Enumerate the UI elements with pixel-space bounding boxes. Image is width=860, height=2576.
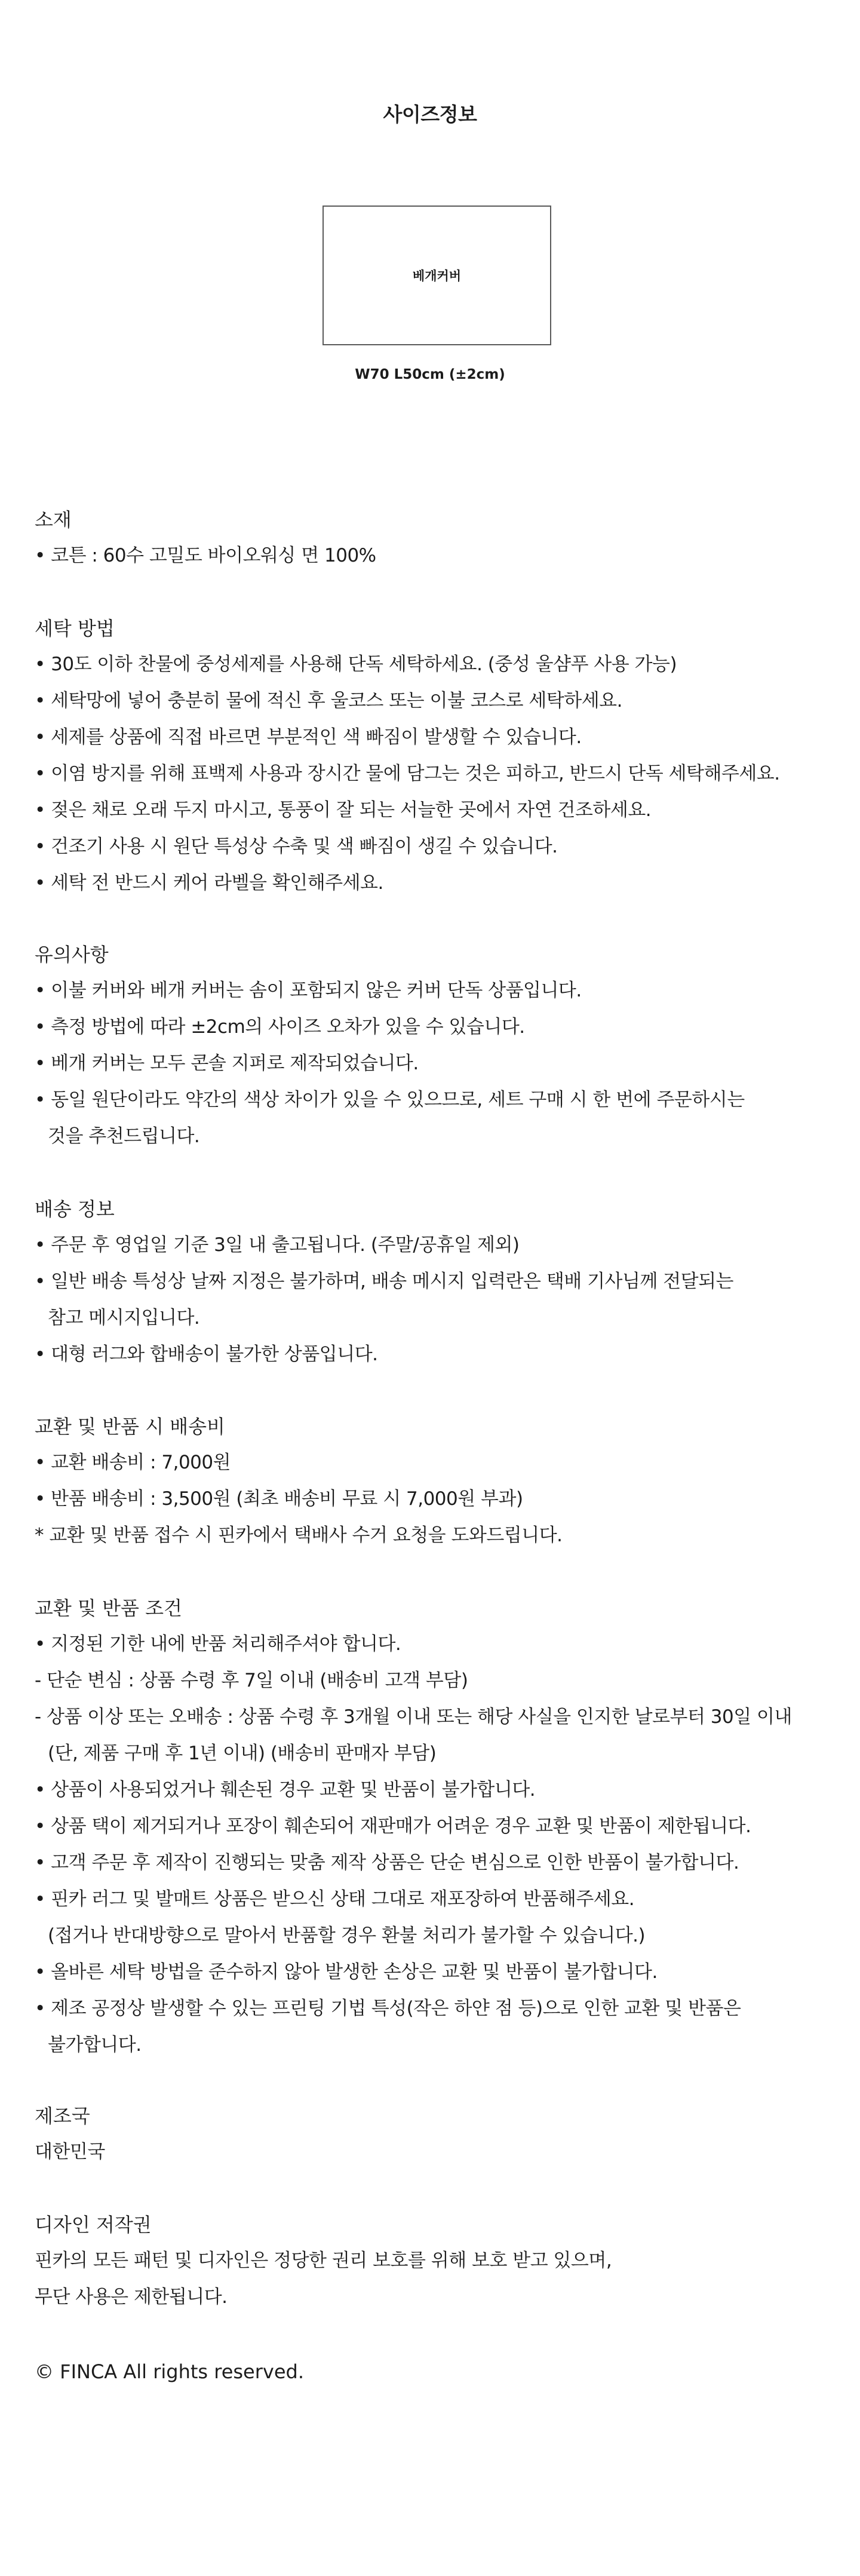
section-origin xyxy=(35,2098,835,2170)
section-heading: 제조국 xyxy=(35,2105,90,2127)
section-washing xyxy=(35,611,835,901)
info-line: - 상품 이상 또는 오배송 : 상품 수령 후 3개월 이내 또는 해당 사실을 인지한 날로부터 30일 이내 xyxy=(35,1706,792,1728)
info-line: (단, 제품 구매 후 1년 이내) (배송비 판매자 부담) xyxy=(48,1743,437,1764)
info-line: 것을 추천드립니다. xyxy=(48,1126,200,1147)
info-line: • 상품이 사용되었거나 훼손된 경우 교환 및 반품이 불가합니다. xyxy=(35,1779,536,1801)
info-line: - 단순 변심 : 상품 수령 후 7일 이내 (배송비 고객 부담) xyxy=(35,1670,468,1691)
info-line: • 이불 커버와 베개 커버는 솜이 포함되지 않은 커버 단독 상품입니다. xyxy=(35,980,582,1001)
info-line: (접거나 반대방향으로 말아서 반품할 경우 환불 처리가 불가할 수 있습니다.) xyxy=(48,1925,646,1946)
section-notice xyxy=(35,937,835,1155)
section-return-fee xyxy=(35,1409,835,1554)
info-line: • 지정된 기한 내에 반품 처리해주셔야 합니다. xyxy=(35,1633,401,1655)
info-line: • 30도 이하 찬물에 중성세제를 사용해 단독 세탁하세요. (중성 울샴푸 사용 가능) xyxy=(35,654,677,675)
copyright-footer: © FINCA All rights reserved. xyxy=(35,2360,304,2383)
section-heading: 디자인 저작권 xyxy=(35,2213,152,2236)
info-line: • 주문 후 영업일 기준 3일 내 출고됩니다. (주말/공휴일 제외) xyxy=(35,1234,520,1256)
info-line: • 측정 방법에 따라 ±2cm의 사이즈 오차가 있을 수 있습니다. xyxy=(35,1016,525,1038)
info-line: 참고 메시지입니다. xyxy=(48,1307,200,1329)
section-heading: 배송 정보 xyxy=(35,1198,115,1220)
size-box-label: 베개커버 xyxy=(412,269,462,283)
info-line: 불가합니다. xyxy=(48,2034,142,2056)
info-line: • 세제를 상품에 직접 바르면 부분적인 색 빠짐이 발생할 수 있습니다. xyxy=(35,726,582,748)
section-copyright xyxy=(35,2207,835,2316)
size-info-title: 사이즈정보 xyxy=(383,103,477,126)
section-heading: 세탁 방법 xyxy=(35,617,115,640)
info-line: * 교환 및 반품 접수 시 핀카에서 택배사 수거 요청을 도와드립니다. xyxy=(35,1525,563,1546)
info-line: • 교환 배송비 : 7,000원 xyxy=(35,1452,231,1473)
section-shipping xyxy=(35,1191,835,1373)
info-line: • 일반 배송 특성상 날짜 지정은 불가하며, 배송 메시지 입력란은 택배 기사님께 전달되는 xyxy=(35,1271,733,1292)
info-line: 핀카의 모든 패턴 및 디자인은 정당한 권리 보호를 위해 보호 받고 있으며, xyxy=(35,2250,612,2271)
info-line: • 고객 주문 후 제작이 진행되는 맞춤 제작 상품은 단순 변심으로 인한 반품이 불가합니다. xyxy=(35,1852,739,1873)
info-line: • 세탁망에 넣어 충분히 물에 적신 후 울코스 또는 이불 코스로 세탁하세요. xyxy=(35,690,622,712)
section-material xyxy=(35,502,835,574)
info-line: • 상품 택이 제거되거나 포장이 훼손되어 재판매가 어려운 경우 교환 및 반품이 제한됩니다. xyxy=(35,1816,751,1837)
info-line: • 제조 공정상 발생할 수 있는 프린팅 기법 특성(작은 하얀 점 등)으로 인한 교환 및 반품은 xyxy=(35,1998,741,2019)
section-heading: 교환 및 반품 시 배송비 xyxy=(35,1415,225,1438)
info-line: • 건조기 사용 시 원단 특성상 수축 및 색 빠짐이 생길 수 있습니다. xyxy=(35,836,558,857)
info-line: 무단 사용은 제한됩니다. xyxy=(35,2286,228,2308)
info-line: • 대형 러그와 합배송이 불가한 상품입니다. xyxy=(35,1344,378,1365)
info-line: • 반품 배송비 : 3,500원 (최초 배송비 무료 시 7,000원 부과) xyxy=(35,1488,523,1510)
section-heading: 소재 xyxy=(35,508,72,531)
size-dimension-label: W70 L50cm (±2cm) xyxy=(355,367,505,382)
info-line: 대한민국 xyxy=(35,2141,105,2163)
info-line: • 핀카 러그 및 발매트 상품은 받으신 상태 그대로 재포장하여 반품해주세요. xyxy=(35,1888,635,1910)
section-return-conditions xyxy=(35,1590,835,2063)
section-heading: 교환 및 반품 조건 xyxy=(35,1597,182,1620)
info-line: • 올바른 세탁 방법을 준수하지 않아 발생한 손상은 교환 및 반품이 불가합니다. xyxy=(35,1961,658,1983)
section-heading: 유의사항 xyxy=(35,943,109,966)
info-line: • 코튼 : 60수 고밀도 바이오워싱 면 100% xyxy=(35,545,376,566)
info-line: • 세탁 전 반드시 케어 라벨을 확인해주세요. xyxy=(35,872,383,894)
pillow-cover-size-diagram xyxy=(322,206,551,345)
info-line: • 이염 방지를 위해 표백제 사용과 장시간 물에 담그는 것은 피하고, 반드시 단독 세탁해주세요. xyxy=(35,763,780,784)
info-line: • 베개 커버는 모두 콘솔 지퍼로 제작되었습니다. xyxy=(35,1053,419,1074)
info-line: • 동일 원단이라도 약간의 색상 차이가 있을 수 있으므로, 세트 구매 시 한 번에 주문하시는 xyxy=(35,1089,745,1111)
info-line: • 젖은 채로 오래 두지 마시고, 통풍이 잘 되는 서늘한 곳에서 자연 건조하세요. xyxy=(35,799,652,821)
